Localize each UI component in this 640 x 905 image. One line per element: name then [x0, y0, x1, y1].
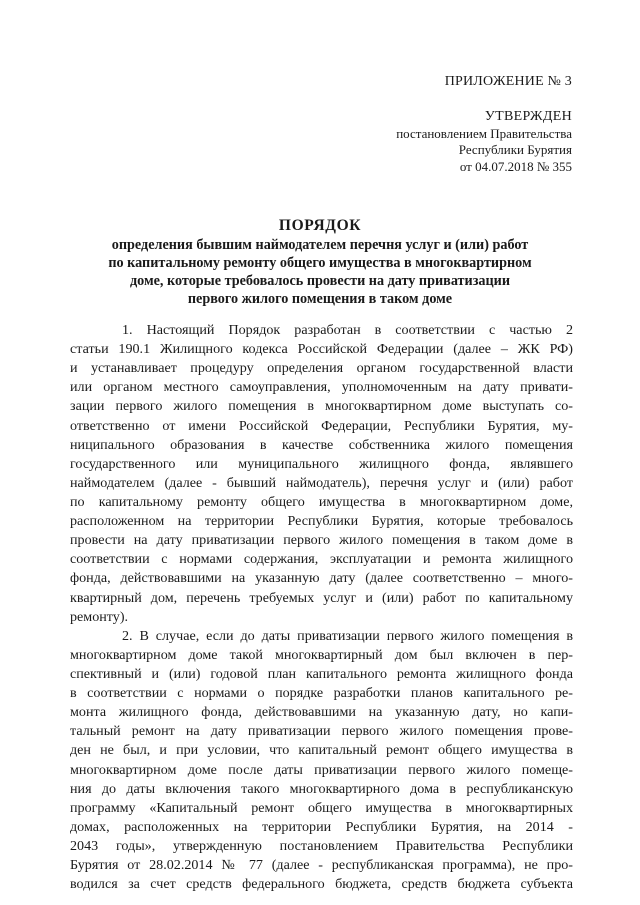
document-body — [70, 321, 573, 894]
text-line: многоквартирном доме после даты приватизации первого жилого помеще- — [70, 761, 573, 778]
text-line: 1. Настоящий Порядок разработан в соответствии с частью 2 — [122, 322, 573, 338]
text-line: ден не был, и при условии, что капитальный ремонт общего имущества в — [70, 742, 573, 759]
text-line: монта жилищного фонда, действовавшими на указанную дату, но капи- — [70, 704, 573, 721]
text-line: ответственно от имени Российской Федерации, Республики Бурятия, му- — [70, 417, 573, 434]
text-line: Бурятия от 28.02.2014 № 77 (далее - республиканская программа), не про- — [70, 857, 573, 874]
text-line: соответствии с нормами содержания, эксплуатации и ремонта жилищного — [70, 551, 573, 568]
text-line: в соответствии с нормами о порядке разработки планов капитального ре- — [70, 685, 573, 702]
text-line: ния до даты включения такого многоквартирного дома в республиканскую — [70, 780, 573, 797]
text-line: домах, расположенных на территории Республики Бурятия, на 2014 - — [70, 818, 573, 835]
text-line: статьи 190.1 Жилищного кодекса Российской Федерации (далее – ЖК РФ) — [70, 341, 573, 358]
text-line: ремонту). — [70, 608, 129, 625]
text-line: фонда, действовавшими на указанную дату (далее соответственно – много- — [70, 570, 573, 587]
text-line: наймодателем (далее - бывший наймодатель), перечня услуг и (или) работ — [70, 474, 573, 491]
text-line: по капитальному ремонту общего имущества в многоквартирном доме, — [70, 493, 573, 510]
approval-block — [396, 109, 572, 175]
text-line: программу «Капитальный ремонт общего имущества в многоквартирных — [70, 799, 573, 816]
text-line: тальный ремонт на дату приватизации первого жилого помещения прове- — [70, 723, 573, 740]
approved-by-line-2: Республики Бурятия — [458, 142, 572, 157]
subtitle-line: по капитальному ремонту общего имущества в многоквартирном — [108, 255, 532, 271]
text-line: многоквартирном доме такой многоквартирный дом был включен в пер- — [70, 646, 573, 663]
text-line: расположенном на территории Республики Бурятия, которые требовалось — [70, 513, 573, 530]
appendix-label: ПРИЛОЖЕНИЕ № 3 — [444, 74, 572, 89]
paragraph-1 — [70, 321, 573, 627]
text-line: водился за счет средств федерального бюджета, средств бюджета субъекта — [70, 876, 573, 893]
approved-date: от 04.07.2018 № 355 — [459, 158, 572, 174]
text-line: 2043 годы», утвержденную постановлением Правительства Республики — [70, 837, 573, 854]
subtitle-line: доме, которые требовалось провести на дату приватизации — [129, 273, 511, 289]
text-line: ниципального образования в качестве собственника жилого помещения — [70, 436, 573, 453]
text-line: или органом местного самоуправления, уполномоченным на дату привати- — [70, 379, 573, 396]
subtitle-line: определения бывшим наймодателем перечня услуг и (или) работ — [111, 237, 529, 253]
document-title: ПОРЯДОК — [278, 217, 362, 234]
text-line: зации первого жилого помещения в многоквартирном доме выступать со- — [70, 398, 573, 415]
text-line: квартирный дом, перечень требуемых услуг и (или) работ по капитальному — [70, 589, 573, 606]
approved-label: УТВЕРЖДЕН — [484, 109, 572, 124]
paragraph-2 — [70, 627, 573, 895]
subtitle-line: первого жилого помещения в таком доме — [187, 291, 453, 307]
text-line: спективный и (или) годовой план капитального ремонта жилищного фонда — [70, 665, 573, 682]
text-line: и устанавливает процедуру определения органом государственной власти — [70, 360, 573, 377]
text-line: 2. В случае, если до даты приватизации первого жилого помещения в — [122, 627, 573, 644]
text-line: провести на дату приватизации первого жилого помещения в таком доме в — [70, 532, 573, 549]
approved-by-line-1: постановлением Правительства — [396, 125, 572, 141]
document-subtitle — [92, 236, 548, 308]
text-line: государственного или муниципального жилищного фонда, являвшего — [70, 455, 573, 472]
